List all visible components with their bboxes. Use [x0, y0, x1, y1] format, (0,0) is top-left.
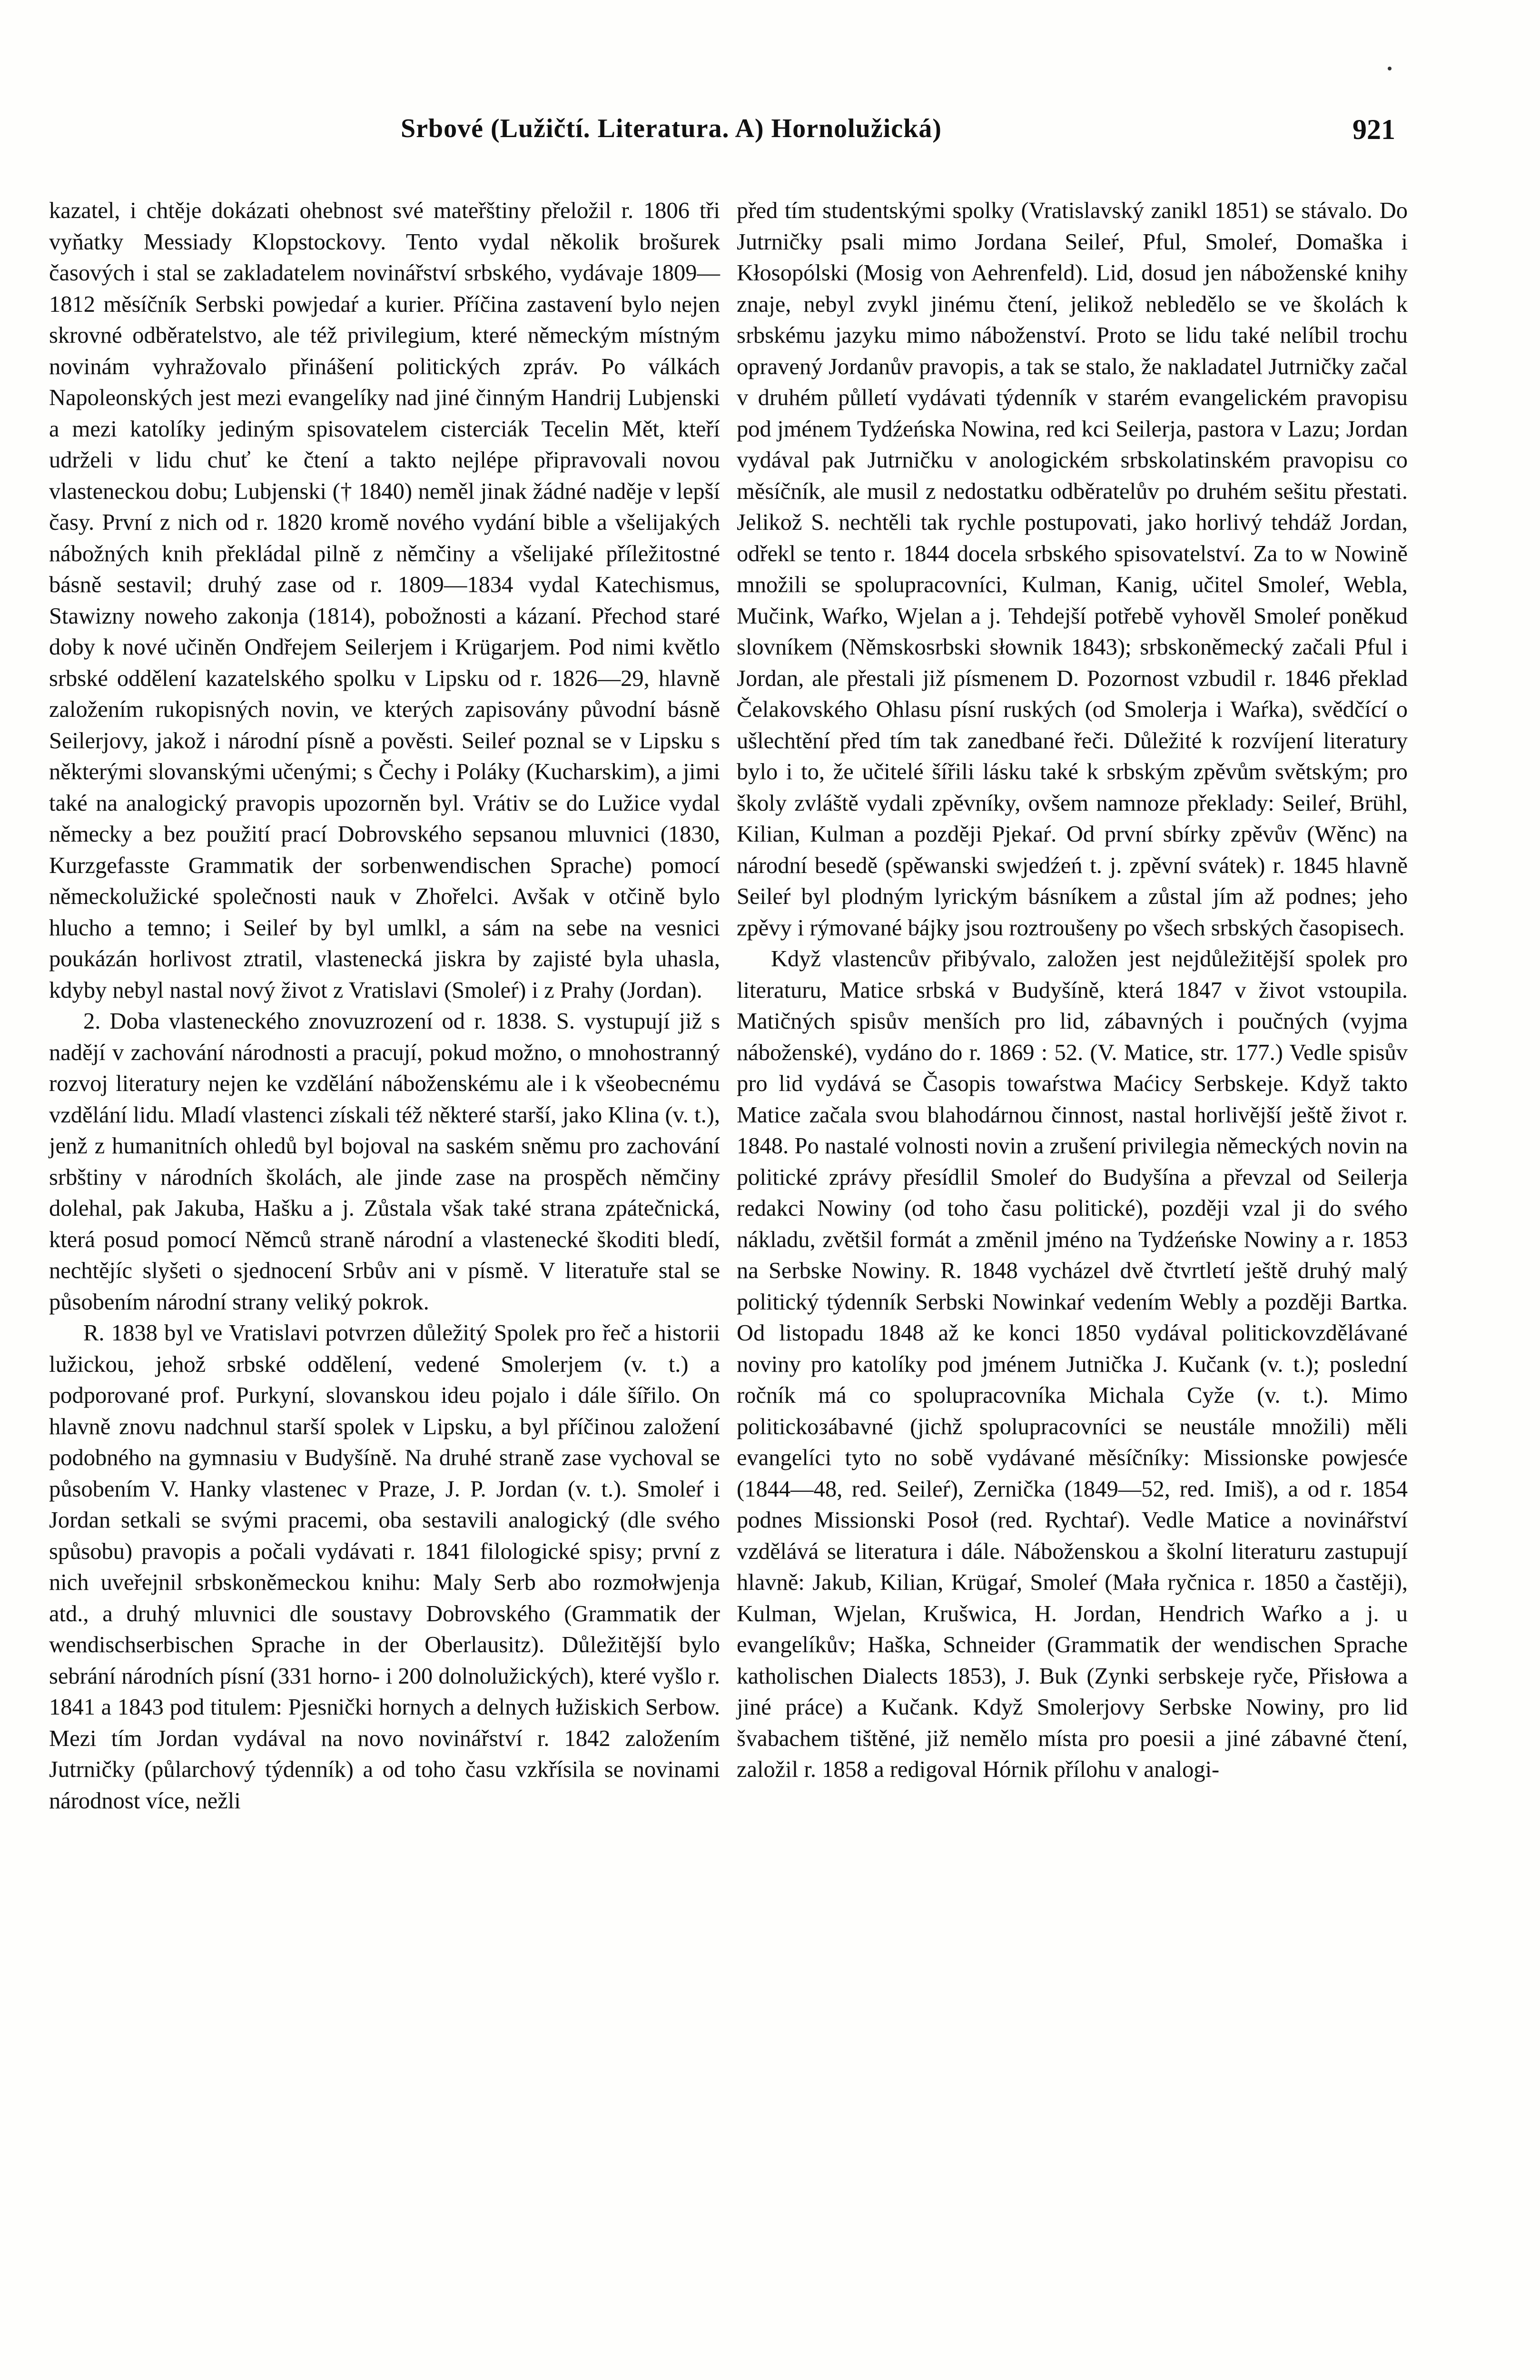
running-title: Srbové (Lužičtí. Literatura. A) Hornolužická) [401, 114, 942, 143]
paragraph: 2. Doba vlasteneckého znovuzrození od r. 1838. S. vystupují již s nadějí v zachování národnosti a pracují, pokud možno, o mnohostranný rozvoj literatury nejen ke vzdělání náboženskému ale i k všeobecnému vzdělání lidu. Mladí vlastenci získali též některé starší, jako Klina (v. t.), jenž z humanitních ohledů byl bojoval na saském sněmu pro zachování srbštiny v národních školách, ale jinde zase na prospěch němčiny dolehal, pak Jakuba, Hašku a j. Zůstala však také strana zpátečnická, která posud pomocí Němců straně národní a vlastenecké škoditi bledí, nechtějíc slyšeti o sjednocení Srbův ani v písmě. V literatuře stal se působením národní strany veliký pokrok. [49, 1009, 720, 1315]
paragraph: Když vlastencův přibývalo, založen jest nejdůležitější spolek pro literaturu, Matice srbská v Budyšíně, která 1847 v život vstoupila. Matičných spisův menších pro lid, zábavných i poučných (vyjma náboženské), vydáno do r. 1869 : 52. (V. Matice, str. 177.) Vedle spisův pro lid vydává se Časopis towaŕstwa Maćicy Serbskeje. Když takto Matice začala svou blahodárnou činnost, nastal horlivější ještě život r. 1848. Po nastalé volnosti novin a zrušení privilegia německých novin na politické zprávy přesídlil Smoleŕ do Budyšína a převzal od Seilerja redakci Nowiny (od toho času politické), později vzal ji do svého nákladu, zvětšil formát a změnil jméno na Tydźeńske Nowiny a r. 1853 na Serbske Nowiny. R. 1848 vycházel dvě čtvrtletí ještě druhý malý politický týdenník Serbski Nowinkaŕ vedením Webly a později Bartka. Od listopadu 1848 až ke konci 1850 vydával politickovzdělávané noviny pro katolíky pod jménem Jutnička J. Kučank (v. t.); poslední ročník má co spolupracovníka Michala Cyže (v. t.). Mimo politickoзábavné (jichž spolupracovníci se neustále množili) měli evangelíci tyto no sobě vydávané měsíčníky: Missionske powjesće (1844—48, red. Seileŕ), Zernička (1849—52, red. Imiš), a od r. 1854 podnes Missionski Posoł (red. Rychtaŕ). Vedle Matice a novinářství vzdělává se literatura i dále. Náboženskou a školní literaturu zastupují hlavně: Jakub, Kilian, Krügaŕ, Smoleŕ (Mała ryčnica r. 1850 a častěji), Kulman, Wjelan, Krušwica, H. Jordan, Hendrich Waŕko a j. u evangelíkův; Haška, Schneider (Grammatik der wendischen Sprache katholischen Dialects 1853), J. Buk (Zynki serbskeje ryče, Přisłowa a jiné práce) a Kučank. Když Smolerjovy Serbske Nowiny, pro lid švabachem tištěné, již nemělo místa pro poesii a jiné zábavné čtení, založil r. 1858 a redigoval Hórnik přílohu v analogi- [737, 946, 1408, 1782]
paragraph: R. 1838 byl ve Vratislavi potvrzen důležitý Spolek pro řeč a historii lužickou, jehož srbské oddělení, vedené Smolerjem (v. t.) a podporované prof. Purkyní, slovanskou ideu pojalo i dále šířilo. On hlavně znovu nadchnul starší spolek v Lipsku, a byl příčinou založení podobného na gymnasiu v Budyšíně. Na druhé straně zase vychoval se působením V. Hanky vlastenec v Praze, J. P. Jordan (v. t.). Smoleŕ i Jordan setkali se svými pracemi, oba sestavili analogický (dle svého spůsobu) pravopis a počali vydávati r. 1841 filologické spisy; první z nich uveřejnil srbskoněmeckou knihu: Maly Serb abo rozmołwjenja atd., a druhý mluvnici dle soustavy Dobrovského (Grammatik der wendischserbischen Sprache in der Oberlausitz). Důležitější bylo sebrání národních písní (331 horno- i 200 dolnolužických), které vyšlo r. 1841 a 1843 pod titulem: Pjesnički hornych a delnych łužiskich Serbow. Mezi tím Jordan vydával na novo novinářství r. 1842 založením Jutrničky (půlarchový týdenník) a od toho času vzkřísila se novinami národnost více, nežli [49, 1320, 720, 1814]
paragraph: kazatel, i chtěje dokázati ohebnost své mateřštiny přeložil r. 1806 tři vyňatky Messiady Klopstockovy. Tento vydal několik brošurek časových i stal se zakladatelem novinářství srbského, vydávaje 1809—1812 měsíčník Serbski powjedaŕ a kurier. Příčina zastavení bylo nejen skrovné odběratelstvo, ale též privilegium, které německým místným novinám vyhražovalo přinášení politických zpráv. Po válkách Napoleonských jest mezi evangelíky nad jiné činným Handrij Lubjenski a mezi katolíky jediným spisovatelem cisterciák Tecelin Mět, kteří udrželi v lidu chuť ke čtení a takto nejlépe připravovali novou vlasteneckou dobu; Lubjenski († 1840) neměl jinak žádné naděje v lepší časy. První z nich od r. 1820 kromě nového vydání bible a všelijakých nábožných knih překládal pilně z němčiny a všelijaké příležitostné básně sestavil; druhý zase od r. 1809—1834 vydal Katechismus, Stawizny noweho zakonja (1814), pobožnosti a kázaní. Přechod staré doby k nové učiněn Ondřejem Seilerjem i Krügarjem. Pod nimi květlo srbské oddělení kazatelského spolku v Lipsku od r. 1826—29, hlavně založením rukopisných novin, ve kterých zapisovány původní básně Seilerjovy, jakož i národní písně a pověsti. Seileŕ poznal se v Lipsku s některými slovanskými učenými; s Čechy i Poláky (Kucharskim), a jimi také na analogický pravopis upozorněn byl. Vrátiv se do Lužice vydal německy a bez použití prací Dobrovského sepsanou mluvnici (1830, Kurzgefasste Grammatik der sorbenwendischen Sprache) pomocí německolužické společnosti nauk v Zhořelci. Avšak v otčině bylo hlucho a temno; i Seileŕ by byl umlkl, a sám na sebe na vesnici poukázán horlivost ztratil, vlastenecká jiskra by zajisté byla uhasla, kdyby nebyl nastal nový život z Vratislavi (Smoleŕ) i z Prahy (Jordan). [49, 198, 720, 1003]
left-column [49, 195, 720, 1816]
page-number: 921 [1352, 114, 1395, 145]
speck [1388, 67, 1392, 70]
paragraph: před tím studentskými spolky (Vratislavský zanikl 1851) se stávalo. Do Jutrničky psali mimo Jordana Seileŕ, Pful, Smoleŕ, Domaška i Kłosopólski (Mosig von Aehrenfeld). Lid, dosud jen náboženské knihy znaje, nebyl zvykl jinému čtení, jelikož nebledělo se ve školách k srbskému jazyku mimo náboženství. Proto se lidu také nelíbil trochu opravený Jordanův pravopis, a tak se stalo, že nakladatel Jutrničky začal v druhém půlletí vydávati týdenník v starém evangelickém pravopisu pod jménem Tydźeńska Nowina, red kci Seilerja, pastora v Lazu; Jordan vydával pak Jutrničku v anologickém srbskolatinském pravopisu co měsíčník, ale musil z nedostatku odběratelův po druhém sešitu přestati. Jelikož S. nechtěli tak rychle postupovati, jako horlivý tehdáž Jordan, odřekl se tento r. 1844 docela srbského spisovatelství. Za to w Nowině množili se spolupracovníci, Kulman, Kanig, učitel Smoleŕ, Webla, Mučink, Waŕko, Wjelan a j. Tehdejší potřebě vyhověl Smoleŕ poněkud slovníkem (Němskosrbski słownik 1843); srbskoněmecký začali Pful i Jordan, ale přestali již písmenem D. Pozornost vzbudil r. 1846 překlad Čelakovského Ohlasu písní ruských (od Smolerja i Waŕka), svědčící o ušlechtění před tím tak zanedbané řeči. Důležité k rozvíjení literatury bylo i to, že učitelé šířili lásku také k srbským zpěvům světským; pro školy zvláště vydali zpěvníky, ovšem namnoze překlady: Seileŕ, Brühl, Kilian, Kulman a později Pjekaŕ. Od první sbírky zpěvův (Wěnc) na národní besedě (spěwanski swjedźeń t. j. zpěvní svátek) r. 1845 hlavně Seileŕ byl plodným lyrickým básníkem a zůstal jím až podnes; jeho zpěvy i rýmované bájky jsou roztroušeny po všech srbských časopisech. [737, 198, 1408, 941]
right-column [737, 195, 1408, 1785]
